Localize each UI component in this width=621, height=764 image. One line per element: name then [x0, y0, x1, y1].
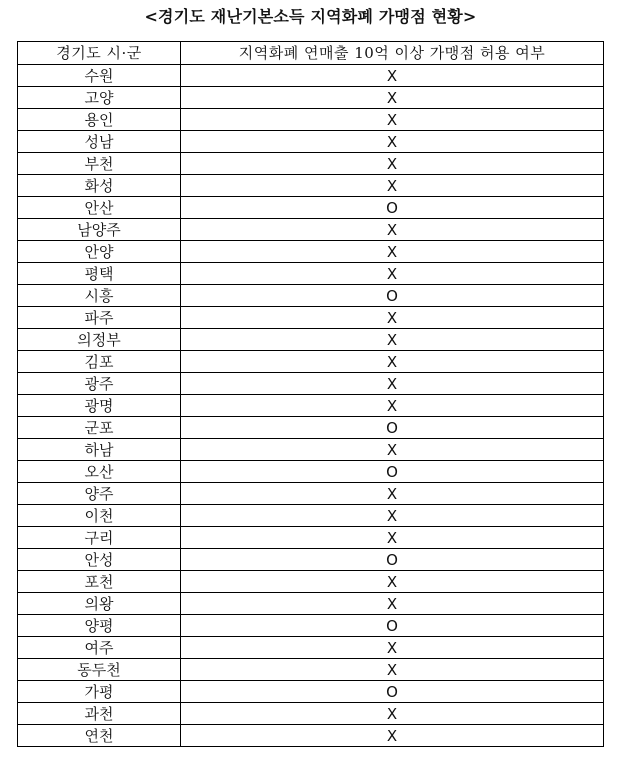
city-name-cell: 양주: [18, 483, 181, 505]
table-row: [18, 307, 604, 329]
allowed-status-cell: X: [181, 241, 604, 263]
city-name-cell: 파주: [18, 307, 181, 329]
city-name-cell: 하남: [18, 439, 181, 461]
city-name-cell: 시흥: [18, 285, 181, 307]
table-row: [18, 681, 604, 703]
allowed-status-cell: X: [181, 659, 604, 681]
city-name-cell: 가평: [18, 681, 181, 703]
city-name-cell: 남양주: [18, 219, 181, 241]
allowed-status-cell: O: [181, 461, 604, 483]
table-row: [18, 219, 604, 241]
allowed-status-cell: X: [181, 373, 604, 395]
allowed-status-cell: X: [181, 131, 604, 153]
table-row: [18, 637, 604, 659]
allowed-status-cell: X: [181, 725, 604, 747]
city-name-cell: 동두천: [18, 659, 181, 681]
table-row: [18, 505, 604, 527]
table-row: [18, 725, 604, 747]
allowed-status-cell: X: [181, 571, 604, 593]
allowed-status-cell: O: [181, 285, 604, 307]
allowed-status-cell: X: [181, 109, 604, 131]
city-name-cell: 의정부: [18, 329, 181, 351]
city-name-cell: 안산: [18, 197, 181, 219]
city-name-cell: 김포: [18, 351, 181, 373]
allowed-status-cell: X: [181, 483, 604, 505]
table-row: [18, 109, 604, 131]
city-name-cell: 구리: [18, 527, 181, 549]
table-row: [18, 351, 604, 373]
table-row: [18, 593, 604, 615]
allowed-status-cell: O: [181, 681, 604, 703]
table-row: [18, 461, 604, 483]
column-header-city: 경기도 시·군: [18, 42, 181, 65]
allowed-status-cell: X: [181, 505, 604, 527]
city-name-cell: 광명: [18, 395, 181, 417]
allowed-status-cell: X: [181, 307, 604, 329]
city-name-cell: 과천: [18, 703, 181, 725]
city-name-cell: 이천: [18, 505, 181, 527]
table-row: [18, 329, 604, 351]
table-row: [18, 131, 604, 153]
document-title: <경기도 재난기본소득 지역화폐 가맹점 현황>: [144, 7, 477, 26]
city-name-cell: 수원: [18, 65, 181, 87]
city-name-cell: 부천: [18, 153, 181, 175]
city-name-cell: 평택: [18, 263, 181, 285]
allowed-status-cell: X: [181, 263, 604, 285]
allowed-status-cell: O: [181, 549, 604, 571]
city-name-cell: 양평: [18, 615, 181, 637]
allowed-status-cell: X: [181, 703, 604, 725]
table-row: [18, 659, 604, 681]
table-row: [18, 241, 604, 263]
table-row: [18, 571, 604, 593]
city-name-cell: 연천: [18, 725, 181, 747]
table-row: [18, 197, 604, 219]
table-row: [18, 285, 604, 307]
allowed-status-cell: X: [181, 395, 604, 417]
allowed-status-cell: X: [181, 329, 604, 351]
table-row: [18, 549, 604, 571]
table-body: [18, 65, 604, 747]
city-name-cell: 여주: [18, 637, 181, 659]
allowed-status-cell: X: [181, 527, 604, 549]
table-row: [18, 439, 604, 461]
allowed-status-cell: X: [181, 65, 604, 87]
table-row: [18, 373, 604, 395]
table-header-row: [18, 42, 604, 65]
city-name-cell: 고양: [18, 87, 181, 109]
allowed-status-cell: X: [181, 219, 604, 241]
merchant-status-table: [17, 41, 604, 747]
city-name-cell: 안양: [18, 241, 181, 263]
city-name-cell: 군포: [18, 417, 181, 439]
city-name-cell: 의왕: [18, 593, 181, 615]
city-name-cell: 오산: [18, 461, 181, 483]
table-row: [18, 65, 604, 87]
allowed-status-cell: X: [181, 351, 604, 373]
city-name-cell: 용인: [18, 109, 181, 131]
table-row: [18, 395, 604, 417]
table-row: [18, 263, 604, 285]
allowed-status-cell: X: [181, 439, 604, 461]
allowed-status-cell: X: [181, 175, 604, 197]
table-row: [18, 703, 604, 725]
table-row: [18, 615, 604, 637]
allowed-status-cell: X: [181, 593, 604, 615]
city-name-cell: 광주: [18, 373, 181, 395]
table-header: [18, 42, 604, 65]
column-header-allowed: 지역화폐 연매출 10억 이상 가맹점 허용 여부: [181, 42, 604, 65]
city-name-cell: 화성: [18, 175, 181, 197]
table-row: [18, 175, 604, 197]
city-name-cell: 안성: [18, 549, 181, 571]
city-name-cell: 성남: [18, 131, 181, 153]
allowed-status-cell: O: [181, 615, 604, 637]
table-row: [18, 527, 604, 549]
table-row: [18, 417, 604, 439]
allowed-status-cell: O: [181, 197, 604, 219]
allowed-status-cell: O: [181, 417, 604, 439]
table-row: [18, 153, 604, 175]
table-row: [18, 87, 604, 109]
city-name-cell: 포천: [18, 571, 181, 593]
table-row: [18, 483, 604, 505]
allowed-status-cell: X: [181, 153, 604, 175]
allowed-status-cell: X: [181, 637, 604, 659]
allowed-status-cell: X: [181, 87, 604, 109]
